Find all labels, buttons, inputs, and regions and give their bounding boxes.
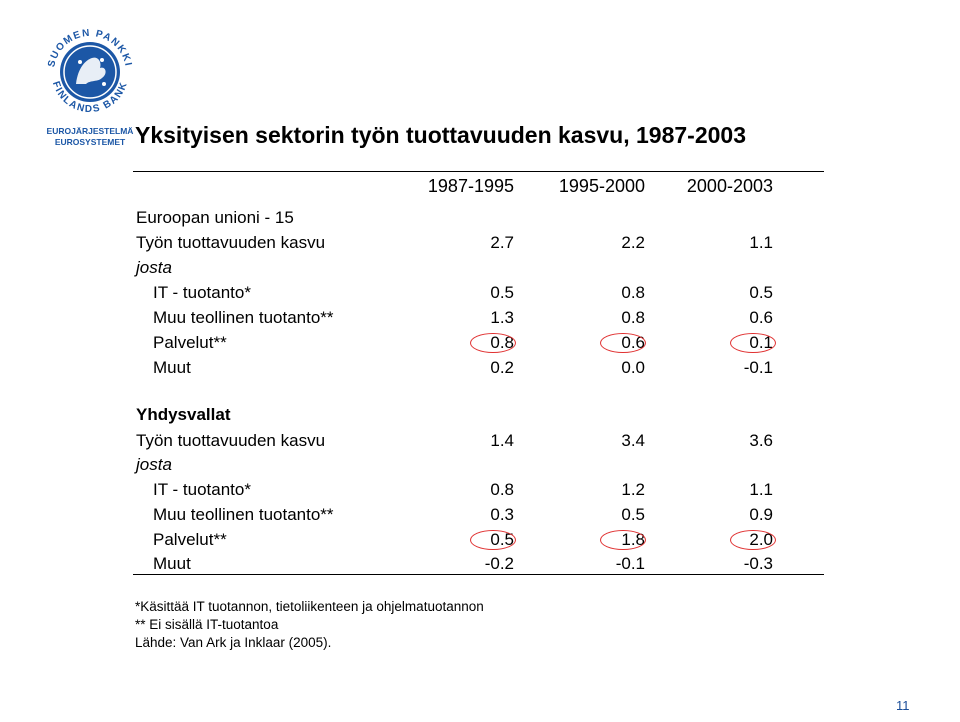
section-heading-us <box>0 403 960 427</box>
cell-value: 0.9 <box>749 505 773 524</box>
cell-value: 3.6 <box>749 431 773 450</box>
table-row <box>0 478 960 502</box>
source-note: Lähde: Van Ark ja Inklaar (2005). <box>135 635 332 650</box>
cell-value: -0.3 <box>743 554 773 573</box>
cell-value: 1.3 <box>490 308 514 327</box>
slide-title: Yksityisen sektorin työn tuottavuuden kasvu, 1987-2003 <box>135 122 747 148</box>
svg-text:EUROJÄRJESTELMÄ: EUROJÄRJESTELMÄ <box>46 126 134 136</box>
cell-value: 0.5 <box>490 283 514 302</box>
section-heading-eu <box>0 206 960 230</box>
highlight-circle <box>470 333 516 353</box>
footnote: *Käsittää IT tuotannon, tietoliikenteen ja ohjelmatuotannon <box>135 599 484 614</box>
table-row <box>0 356 960 380</box>
cell-value: 2.7 <box>490 233 514 252</box>
column-header: 2000-2003 <box>686 176 773 196</box>
cell-value: 0.2 <box>490 358 514 377</box>
row-label: IT - tuotanto* <box>153 480 251 499</box>
table-row <box>0 503 960 527</box>
row-label: Palvelut** <box>153 333 227 352</box>
row-label: Yhdysvallat <box>136 405 231 424</box>
cell-value: 1.2 <box>621 480 645 499</box>
bank-logo <box>40 22 140 152</box>
cell-value: 0.5 <box>749 283 773 302</box>
row-label: josta <box>136 455 172 474</box>
svg-text:SUOMEN PANKKI: SUOMEN PANKKI <box>46 27 134 69</box>
cell-value: 0.0 <box>621 358 645 377</box>
row-label: Muu teollinen tuotanto** <box>153 308 334 327</box>
row-label: Palvelut** <box>153 530 227 549</box>
row-label: Työn tuottavuuden kasvu <box>136 233 326 252</box>
row-label: josta <box>136 258 172 277</box>
highlight-circle <box>600 333 646 353</box>
cell-value: -0.1 <box>615 554 645 573</box>
row-label: Työn tuottavuuden kasvu <box>136 431 326 450</box>
cell-value: 1.1 <box>749 480 773 499</box>
page-number: 11 <box>896 698 910 713</box>
cell-value: 0.8 <box>621 283 645 302</box>
footnote: ** Ei sisällä IT-tuotantoa <box>135 617 279 632</box>
cell-value: 2.2 <box>621 233 645 252</box>
row-label: Euroopan unioni - 15 <box>136 208 294 227</box>
row-label: Muut <box>153 554 191 573</box>
table-row <box>0 306 960 330</box>
cell-value: 0.5 <box>490 530 514 549</box>
cell-value: 3.4 <box>621 431 645 450</box>
cell-value: 0.8 <box>490 333 514 352</box>
highlight-circle <box>470 530 516 550</box>
suomen-pankki-seal-icon <box>40 22 140 152</box>
svg-text:FINLANDS BANK: FINLANDS BANK <box>49 79 131 116</box>
cell-value: 0.1 <box>749 333 773 352</box>
row-label: Muu teollinen tuotanto** <box>153 505 334 524</box>
table-row <box>0 552 960 576</box>
table-row <box>0 281 960 305</box>
table-row <box>0 231 960 255</box>
row-label: Muut <box>153 358 191 377</box>
highlight-circle <box>730 333 776 353</box>
cell-value: 0.8 <box>490 480 514 499</box>
table-row <box>0 256 960 280</box>
cell-value: 0.3 <box>490 505 514 524</box>
table-header-row <box>0 174 960 198</box>
cell-value: 0.6 <box>621 333 645 352</box>
cell-value: 0.6 <box>749 308 773 327</box>
cell-value: 1.8 <box>621 530 645 549</box>
cell-value: 0.5 <box>621 505 645 524</box>
cell-value: 1.1 <box>749 233 773 252</box>
cell-value: 0.8 <box>621 308 645 327</box>
svg-text:EUROSYSTEMET: EUROSYSTEMET <box>54 137 126 147</box>
row-label: IT - tuotanto* <box>153 283 251 302</box>
table-top-rule <box>133 171 824 172</box>
cell-value: -0.1 <box>743 358 773 377</box>
column-header: 1987-1995 <box>427 176 514 196</box>
cell-value: -0.2 <box>484 554 514 573</box>
column-header: 1995-2000 <box>558 176 645 196</box>
cell-value: 2.0 <box>749 530 773 549</box>
highlight-circle <box>730 530 776 550</box>
cell-value: 1.4 <box>490 431 514 450</box>
table-row <box>0 453 960 477</box>
table-row <box>0 429 960 453</box>
highlight-circle <box>600 530 646 550</box>
